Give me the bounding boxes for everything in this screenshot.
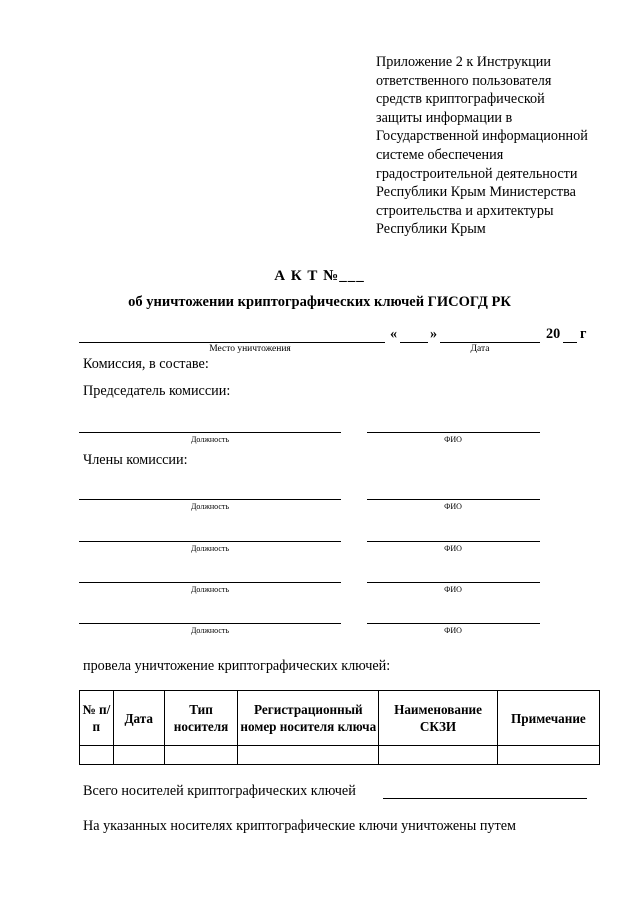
col-header-media-type: Тип носителя — [164, 691, 238, 746]
commission-intro: Комиссия, в составе: — [83, 356, 209, 372]
member-name-line[interactable] — [367, 582, 540, 583]
table-cell[interactable] — [238, 746, 379, 765]
year-prefix: 20 — [546, 326, 561, 342]
table-cell[interactable] — [164, 746, 238, 765]
position-caption: Должность — [190, 626, 230, 635]
keys-table — [79, 690, 600, 765]
position-caption: Должность — [190, 435, 230, 444]
member-name-line[interactable] — [367, 541, 540, 542]
appendix-line: системе обеспечения — [376, 146, 504, 163]
act-subtitle: об уничтожении криптографических ключей ГИСОГД РК — [128, 294, 511, 310]
member-name-line[interactable] — [367, 499, 540, 500]
table-cell[interactable] — [379, 746, 498, 765]
name-caption: ФИО — [444, 626, 462, 635]
table-row — [80, 746, 600, 765]
quote-close: » — [430, 326, 438, 342]
appendix-note — [376, 53, 636, 239]
table-cell[interactable] — [80, 746, 114, 765]
position-caption: Должность — [190, 544, 230, 553]
chair-name-line[interactable] — [367, 432, 540, 433]
destruction-intro: провела уничтожение криптографических ключей: — [83, 658, 391, 674]
method-text: На указанных носителях криптографические ключи уничтожены путем — [83, 818, 516, 834]
appendix-line: Республики Крым — [376, 221, 486, 238]
position-caption: Должность — [190, 585, 230, 594]
member-position-line[interactable] — [79, 541, 341, 542]
chair-position-line[interactable] — [79, 432, 341, 433]
member-position-line[interactable] — [79, 623, 341, 624]
col-header-note: Примечание — [497, 691, 599, 746]
appendix-line: Приложение 2 к Инструкции — [376, 54, 551, 70]
col-header-reg-number: Регистрационный номер носителя ключа — [238, 691, 379, 746]
month-field-line[interactable] — [440, 342, 540, 343]
name-caption: ФИО — [444, 585, 462, 594]
members-label: Члены комиссии: — [83, 452, 188, 468]
place-caption: Место уничтожения — [209, 344, 291, 354]
chair-label: Председатель комиссии: — [83, 383, 231, 399]
appendix-line: градостроительной деятельности — [376, 165, 578, 182]
col-header-number: № п/п — [80, 691, 114, 746]
name-caption: ФИО — [444, 544, 462, 553]
appendix-line: Государственной информационной — [376, 128, 588, 145]
position-caption: Должность — [190, 502, 230, 511]
appendix-line: строительства и архитектуры — [376, 202, 554, 219]
appendix-line: Республики Крым Министерства — [376, 184, 576, 201]
name-caption: ФИО — [444, 435, 462, 444]
year-suffix: г — [580, 326, 587, 342]
date-caption: Дата — [470, 344, 490, 354]
quote-open: « — [390, 326, 398, 342]
appendix-line: защиты информации в — [376, 109, 513, 126]
member-position-line[interactable] — [79, 582, 341, 583]
table-cell[interactable] — [113, 746, 164, 765]
member-position-line[interactable] — [79, 499, 341, 500]
col-header-date: Дата — [113, 691, 164, 746]
appendix-line: ответственного пользователя — [376, 72, 552, 89]
table-header-row — [80, 691, 600, 746]
table-cell[interactable] — [497, 746, 599, 765]
member-name-line[interactable] — [367, 623, 540, 624]
col-header-skzi-name: Наименование СКЗИ — [379, 691, 498, 746]
name-caption: ФИО — [444, 502, 462, 511]
place-field-line[interactable] — [79, 342, 385, 343]
act-title: А К Т №___ — [274, 268, 365, 284]
total-field-line[interactable] — [383, 798, 587, 799]
year-field-line[interactable] — [563, 342, 577, 343]
day-field-line[interactable] — [400, 342, 428, 343]
total-label: Всего носителей криптографических ключей — [83, 783, 356, 799]
appendix-line: средств криптографической — [376, 91, 545, 108]
